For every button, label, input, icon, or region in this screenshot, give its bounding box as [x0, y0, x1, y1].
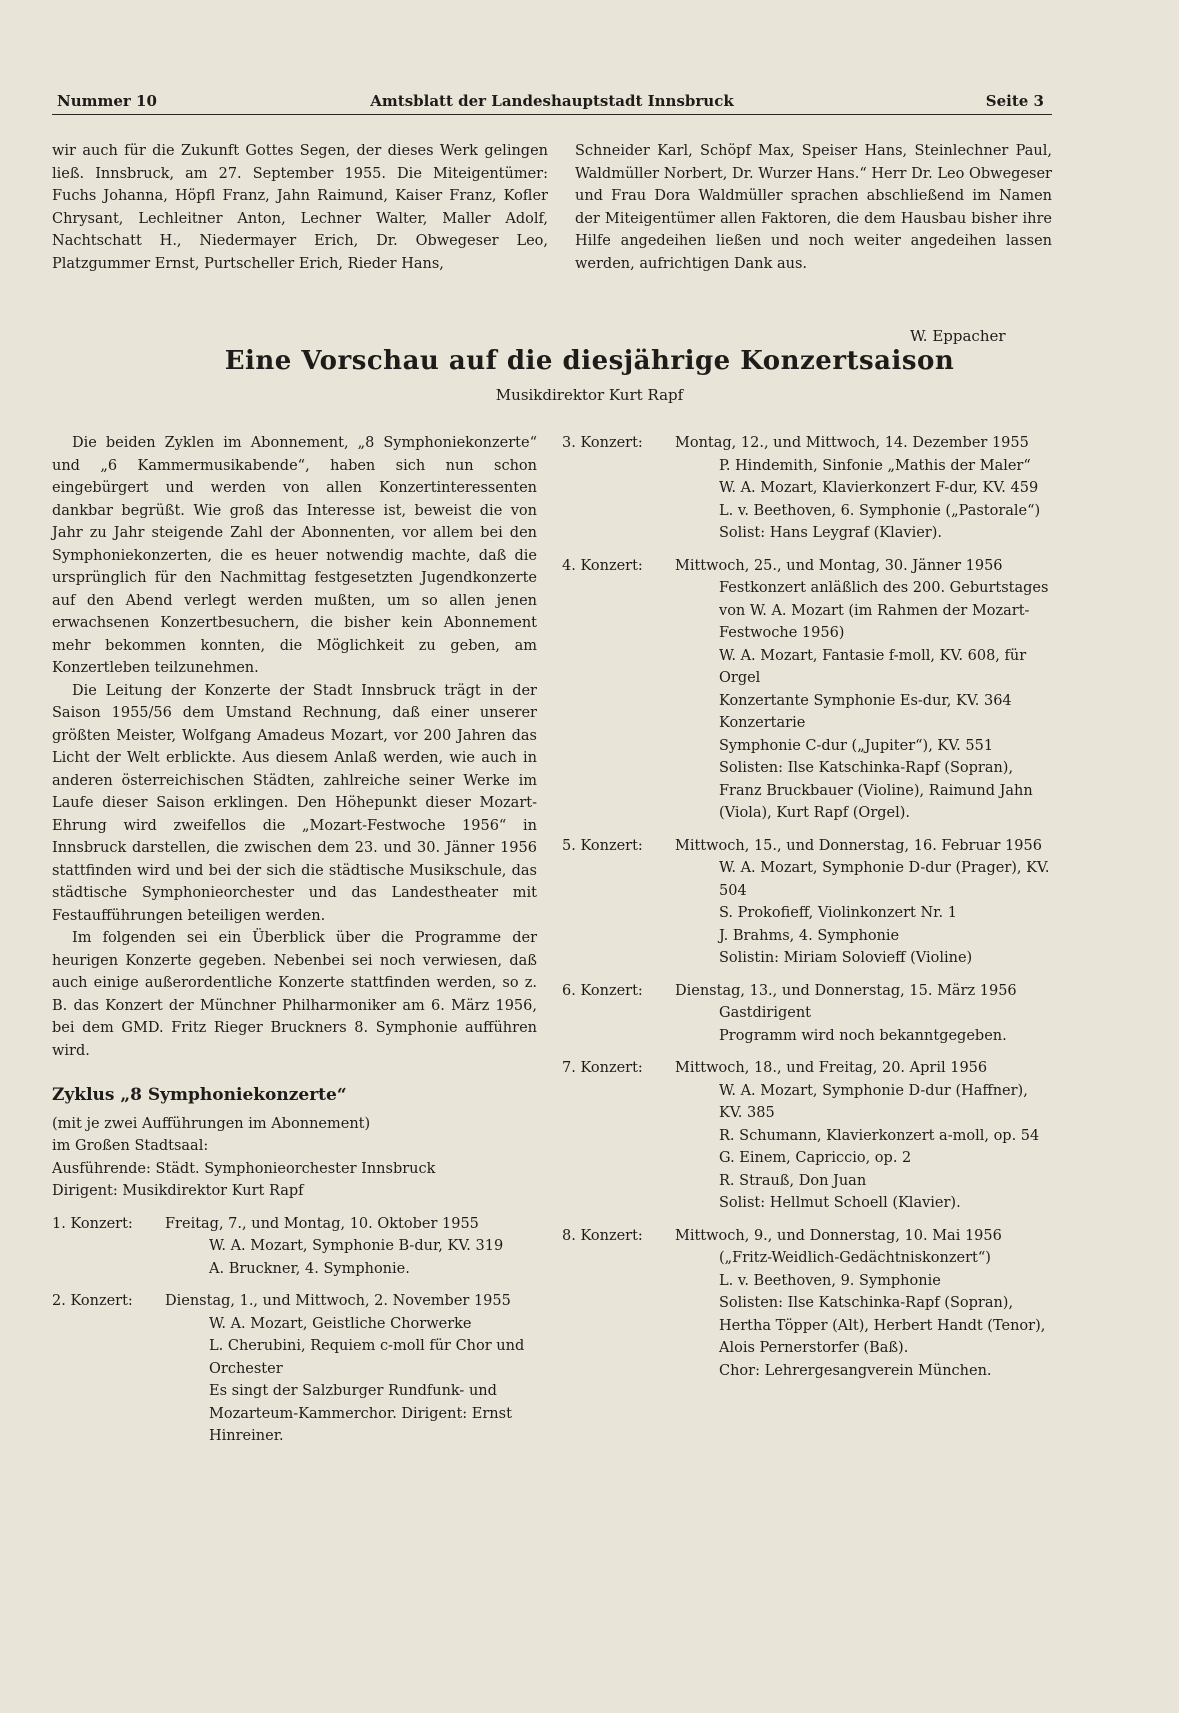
- concert-entry: [562, 1225, 1052, 1383]
- concert-line: Festkonzert anläßlich des 200. Geburtstages von W. A. Mozart (im Rahmen der Mozart-Festwoche 1956): [719, 580, 1049, 641]
- publication-title: Amtsblatt der Landeshauptstadt Innsbruck: [370, 92, 734, 110]
- prev-article-text: wir auch für die Zukunft Gottes Segen, der dieses Werk gelingen ließ. Innsbruck, am 27. September 1955. Die Miteigentümer: Fuchs Johanna, Höpfl Franz, Jahn Raimund, Kaiser Franz, Kofler Chrysant, Lechleitner Anton, Lechner Walter, Maller Adolf, Nachtschatt H., Niedermayer Erich, Dr. Obwegeser Leo, Platzgummer Ernst, Purtscheller Erich, Rieder Hans,: [52, 143, 548, 272]
- concert-line: L. Cherubini, Requiem c-moll für Chor und Orchester: [209, 1338, 525, 1377]
- concert-date: Montag, 12., und Mittwoch, 14. Dezember 1955: [675, 435, 1029, 451]
- issue-number: Nummer 10: [57, 92, 157, 110]
- concert-entry: [562, 555, 1052, 825]
- concert-label: 4. Konzert:: [562, 557, 643, 574]
- concert-label: 2. Konzert:: [52, 1293, 133, 1309]
- concert-line: W. A. Mozart, Klavierkonzert F-dur, KV. 459: [719, 480, 1039, 496]
- page-header: [52, 92, 1052, 115]
- concert-details: [675, 980, 1052, 1048]
- concert-label: 7. Konzert:: [562, 1060, 643, 1076]
- concert-label: 3. Konzert:: [562, 435, 643, 451]
- page-number: Seite 3: [985, 92, 1044, 110]
- concert-line: W. A. Mozart, Fantasie f-moll, KV. 608, für Orgel: [719, 647, 1027, 686]
- paragraph: Die beiden Zyklen im Abonnement, „8 Symphoniekonzerte“ und „6 Kammermusikabende“, haben sich nun schon eingebürgert und werden von allen Konzertinteressenten dankbar begrüßt. Wie groß das Interesse ist, beweist die von Jahr zu Jahr steigende Zahl der Abonnenten, vor allem bei den Symphoniekonzerten, die es heuer notwendig machte, daß die ursprünglich für den Nachmittag festgesetzten Jugendkonzerte auf den Abend verlegt werden mußten, um so allen jenen erwachsenen Konzertbesuchern, die bisher kein Abonnement mehr bekommen konnten, die Möglichkeit zu geben, am Konzertleben teilzunehmen.: [52, 435, 537, 676]
- concert-entry: [52, 1290, 537, 1448]
- concert-label: 1. Konzert:: [52, 1215, 133, 1232]
- concert-details: [165, 1290, 537, 1448]
- concert-line: („Fritz-Weidlich-Gedächtniskonzert“): [719, 1250, 991, 1266]
- article-title: Eine Vorschau auf die diesjährige Konzertsaison: [224, 346, 955, 376]
- concert-details: [675, 432, 1052, 545]
- concert-date: Freitag, 7., und Montag, 10. Oktober 1955: [165, 1215, 479, 1232]
- prev-article-left-column: [52, 140, 548, 275]
- concert-entry: [562, 432, 1052, 545]
- concert-details: [675, 1057, 1052, 1215]
- concert-line: W. A. Mozart, Symphonie D-dur (Haffner), KV. 385: [719, 1082, 1028, 1121]
- concert-entry: [562, 835, 1052, 970]
- concert-line: Konzertarie: [719, 715, 806, 731]
- paragraph: Die Leitung der Konzerte der Stadt Innsbruck trägt in der Saison 1955/56 dem Umstand Rechnung, daß einer unserer größten Meister, Wolfgang Amadeus Mozart, vor 200 Jahren das Licht der Welt erblickte. Aus diesem Anlaß werden, wie auch in anderen österreichischen Städten, zahlreiche seiner Werke im Laufe dieser Saison erklingen. Den Höhepunkt dieser Mozart-Ehrung wird zweifellos die „Mozart-Festwoche 1956“ in Innsbruck darstellen, die zwischen dem 23. und 30. Jänner 1956 stattfinden wird und bei der sich die städtische Musikschule, das städtische Symphonieorchester und das Landestheater mit Festaufführungen beteiligen werden.: [52, 682, 537, 924]
- concert-line: Chor: Lehrergesangverein München.: [719, 1362, 992, 1379]
- concert-line: S. Prokofieff, Violinkonzert Nr. 1: [719, 905, 957, 921]
- concert-line: J. Brahms, 4. Symphonie: [719, 927, 900, 944]
- article-left-column: [52, 432, 537, 1448]
- prev-article-text: Schneider Karl, Schöpf Max, Speiser Hans, Steinlechner Paul, Waldmüller Norbert, Dr. Wurzer Hans.“ Herr Dr. Leo Obwegeser und Frau Dora Waldmüller sprachen abschließend im Namen der Miteigentümer allen Faktoren, die dem Hausbau bisher ihre Hilfe angedeihen ließen und noch weiter angedeihen lassen werden, aufrichtigen Dank aus.: [575, 143, 1052, 272]
- paragraph: Im folgenden sei ein Überblick über die Programme der heurigen Konzerte gegeben. Nebenbei sei noch verwiesen, daß auch einige außerordentliche Konzerte stattfinden werden, so z. B. das Konzert der Münchner Philharmoniker am 6. März 1956, bei dem GMD. Fritz Rieger Bruckners 8. Symphonie aufführen wird.: [52, 930, 537, 1059]
- concert-label: 8. Konzert:: [562, 1227, 643, 1244]
- concert-line: Solist: Hellmut Schoell (Klavier).: [719, 1195, 961, 1211]
- concert-date: Mittwoch, 9., und Donnerstag, 10. Mai 1956: [675, 1227, 1002, 1244]
- concert-line: W. A. Mozart, Symphonie B-dur, KV. 319: [209, 1238, 504, 1254]
- prev-article-right-column: [575, 140, 1052, 275]
- concert-line: L. v. Beethoven, 9. Symphonie: [719, 1272, 941, 1289]
- concert-line: W. A. Mozart, Symphonie D-dur (Prager), KV. 504: [719, 860, 1050, 899]
- article-author: Musikdirektor Kurt Rapf: [495, 386, 684, 404]
- concert-label: 5. Konzert:: [562, 837, 643, 854]
- concert-line: G. Einem, Capriccio, op. 2: [719, 1150, 912, 1166]
- concert-line: L. v. Beethoven, 6. Symphonie („Pastorale“): [719, 502, 1041, 519]
- prev-article-signature: W. Eppacher: [910, 327, 1006, 345]
- concert-line: W. A. Mozart, Geistliche Chorwerke: [209, 1315, 472, 1332]
- concert-line: Es singt der Salzburger Rundfunk- und Mozarteum-Kammerchor. Dirigent: Ernst Hinreiner.: [209, 1383, 512, 1444]
- concert-date: Mittwoch, 25., und Montag, 30. Jänner 1956: [675, 557, 1003, 574]
- concert-line: Solistin: Miriam Solovieff (Violine): [719, 950, 973, 966]
- concert-details: [675, 555, 1052, 825]
- concert-line: R. Strauß, Don Juan: [719, 1172, 867, 1189]
- concert-details: [165, 1213, 537, 1281]
- concert-label: 6. Konzert:: [562, 982, 643, 999]
- concert-line: Konzertante Symphonie Es-dur, KV. 364: [719, 692, 1012, 709]
- concert-entry: [562, 980, 1052, 1048]
- concert-line: A. Bruckner, 4. Symphonie.: [209, 1260, 410, 1277]
- cycle-subtitle: (mit je zwei Aufführungen im Abonnement): [52, 1115, 371, 1132]
- concert-line: R. Schumann, Klavierkonzert a-moll, op. 54: [719, 1127, 1040, 1144]
- concert-entry: [562, 1057, 1052, 1215]
- concert-date: Dienstag, 1., und Mittwoch, 2. November 1955: [165, 1293, 511, 1309]
- cycle-info: [52, 1113, 537, 1203]
- cycle-conductor: Dirigent: Musikdirektor Kurt Rapf: [52, 1183, 304, 1199]
- concert-line: Gastdirigent: [719, 1005, 812, 1021]
- cycle-venue: im Großen Stadtsaal:: [52, 1138, 209, 1154]
- article-right-column: [562, 432, 1052, 1382]
- concert-line: Solisten: Ilse Katschinka-Rapf (Sopran), Hertha Töpper (Alt), Herbert Handt (Tenor), Alois Pernerstorfer (Baß).: [719, 1295, 1046, 1356]
- cycle-performers: Ausführende: Städt. Symphonieorchester Innsbruck: [52, 1160, 436, 1177]
- concert-line: Programm wird noch bekanntgegeben.: [719, 1027, 1007, 1044]
- concert-date: Mittwoch, 18., und Freitag, 20. April 1956: [675, 1060, 988, 1076]
- cycle-heading: Zyklus „8 Symphoniekonzerte“: [52, 1085, 347, 1105]
- concert-line: P. Hindemith, Sinfonie „Mathis der Maler“: [719, 457, 1031, 474]
- concert-line: Symphonie C-dur („Jupiter“), KV. 551: [719, 737, 994, 754]
- concert-entry: [52, 1213, 537, 1281]
- concert-line: Solisten: Ilse Katschinka-Rapf (Sopran), Franz Bruckbauer (Violine), Raimund Jahn (Viola), Kurt Rapf (Orgel).: [719, 760, 1033, 821]
- concert-date: Mittwoch, 15., und Donnerstag, 16. Februar 1956: [675, 837, 1042, 854]
- concert-date: Dienstag, 13., und Donnerstag, 15. März 1956: [675, 982, 1017, 999]
- concert-line: Solist: Hans Leygraf (Klavier).: [719, 525, 942, 541]
- concert-details: [675, 835, 1052, 970]
- concert-details: [675, 1225, 1052, 1383]
